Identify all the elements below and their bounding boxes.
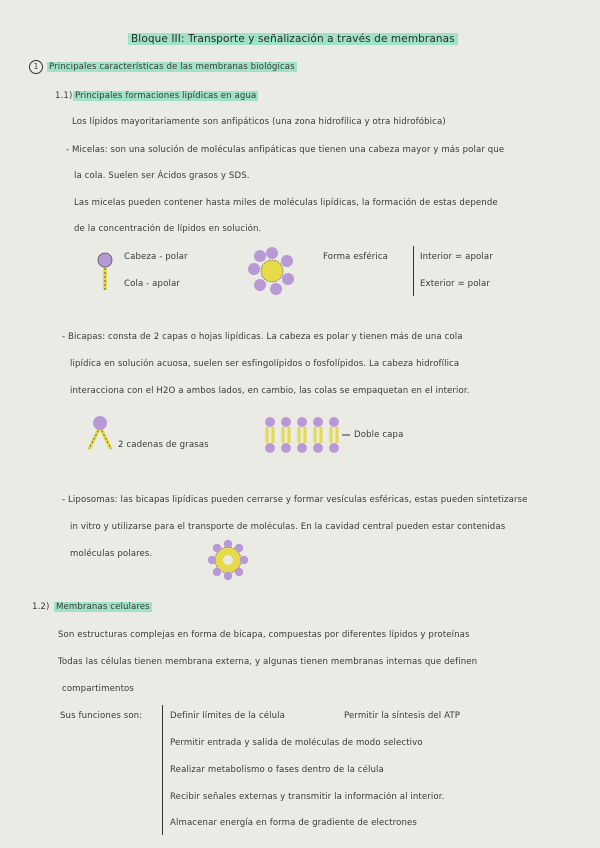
section-heading-text: Principales características de las membranas biológicas: [49, 62, 295, 72]
label-interior: Interior = apolar: [420, 252, 493, 262]
section-heading: [47, 62, 297, 73]
label-double-layer: Doble capa: [354, 430, 404, 440]
function-item-3: Realizar metabolismo o fases dentro de la célula: [170, 765, 384, 775]
micelas-line-2: la cola. Suelen ser Ácidos grasos y SDS.: [74, 171, 250, 181]
function-item-5: Almacenar energía en forma de gradiente de electrones: [170, 818, 417, 828]
label-two-chains: 2 cadenas de grasas: [118, 440, 209, 450]
micelas-line-4: de la concentración de lípidos en solución.: [74, 224, 262, 234]
function-item-2: Permitir entrada y salida de moléculas de modo selectivo: [170, 738, 423, 748]
page-title-text: Bloque III: Transporte y señalización a través de membranas: [128, 33, 458, 45]
liposomas-line-3: moléculas polares.: [70, 549, 153, 559]
divider-line: [413, 246, 414, 296]
bicapas-line-2: lipídica en solución acuosa, suelen ser esfingolípidos o fosfolípidos. La cabeza hidrofílica: [70, 359, 460, 369]
label-exterior: Exterior = polar: [420, 279, 491, 289]
functions-label: Sus funciones son:: [60, 711, 143, 721]
page-title: [128, 34, 458, 45]
bicapas-line-1: - Bicapas: consta de 2 capas o hojas lipídicas. La cabeza es polar y tienen más de una cola: [62, 332, 463, 342]
membranas-line-3: compartimentos: [62, 684, 134, 694]
function-item-1: Definir límites de la célula: [170, 711, 285, 721]
bilayer-drawing: [262, 416, 352, 454]
subsection-heading-text: Principales formaciones lipídicas en agua: [75, 91, 257, 101]
functions-bracket: [162, 705, 163, 835]
subsection-heading: [73, 91, 258, 102]
subsection-heading-2: [54, 602, 152, 613]
function-item-extra: Permitir la síntesis del ATP: [344, 711, 461, 721]
label-spherical: Forma esférica: [323, 252, 389, 262]
section-number: 1: [29, 60, 43, 74]
liposomas-line-2: in vitro y utilizarse para el transporte de moléculas. En la cavidad central pueden estar contenidas: [70, 522, 506, 532]
micelas-line-1: - Micelas: son una solución de moléculas anfipáticas que tienen una cabeza mayor y más polar que: [66, 145, 505, 155]
function-item-4: Recibir señales externas y transmitir la información al interior.: [170, 792, 445, 802]
micelas-line-3: Las micelas pueden contener hasta miles de moléculas lipídicas, la formación de estas depende: [74, 198, 498, 208]
label-tail-apolar: Cola - apolar: [124, 279, 180, 289]
micelle-drawing: [245, 247, 301, 297]
subsection-number-2: 1.2): [32, 602, 50, 612]
membranas-line-1: Son estructuras complejas en forma de bicapa, compuestas por diferentes lípidos y proteínas: [58, 630, 470, 640]
bicapas-line-3: interacciona con el H2O a ambos lados, en cambio, las colas se empaquetan en el interior.: [70, 386, 470, 396]
liposomas-line-1: - Liposomas: las bicapas lipídicas pueden cerrarse y formar vesículas esféricas, estas pueden sintetizarse: [62, 495, 528, 505]
subsection-number: 1.1): [55, 91, 73, 101]
membranas-line-2: Todas las células tienen membrana externa, y algunas tienen membranas internas que definen: [58, 657, 478, 667]
lipid-molecule-drawing: [97, 252, 117, 292]
subsection-heading-2-text: Membranas celulares: [56, 602, 150, 612]
intro-text: Los lípidos mayoritariamente son anfipáticos (una zona hidrofílica y otra hidrofóbica): [72, 117, 446, 127]
label-head-polar: Cabeza - polar: [124, 252, 188, 262]
liposome-drawing: [204, 539, 254, 583]
